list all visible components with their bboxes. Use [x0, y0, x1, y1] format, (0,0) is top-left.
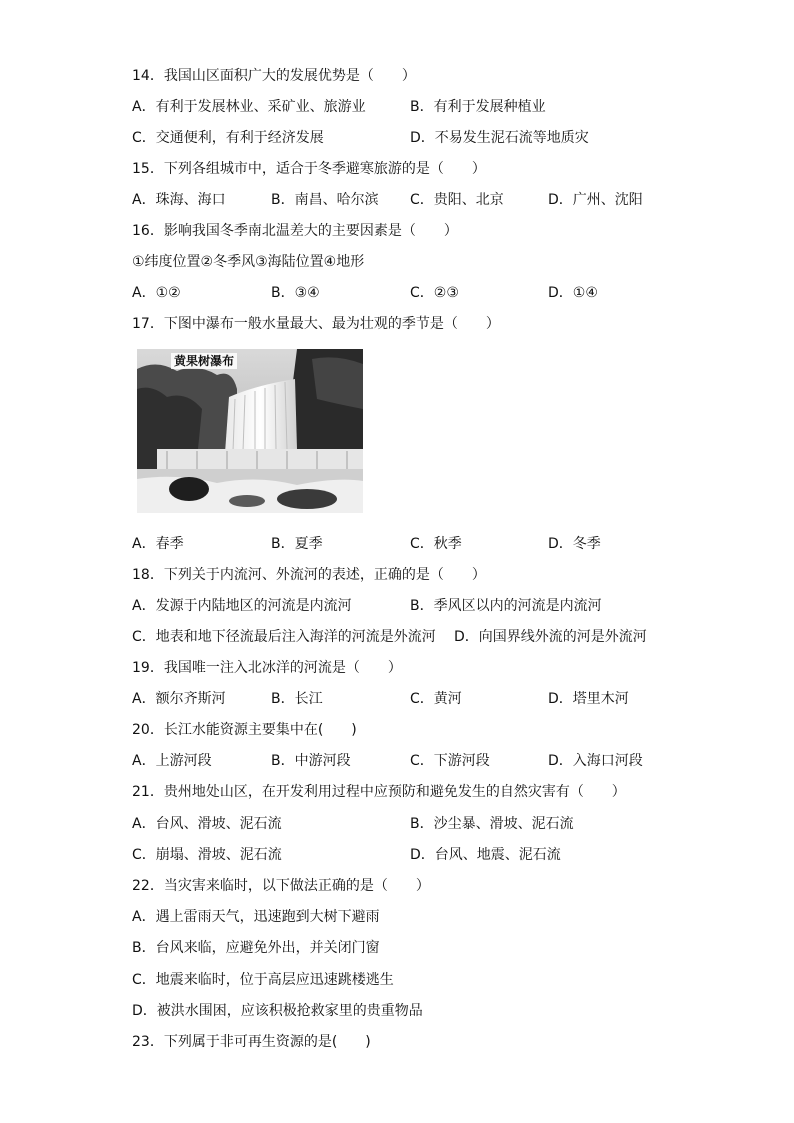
question-22-option-a: A．遇上雷雨天气，迅速跑到大树下避雨 [132, 909, 380, 925]
waterfall-caption: 黄果树瀑布 [171, 353, 237, 369]
question-14-option-b: B．有利于发展种植业 [410, 99, 546, 115]
question-14-option-c: C．交通便利，有利于经济发展 [132, 130, 324, 146]
question-15-option-d: D．广州、沈阳 [548, 192, 643, 208]
question-15-option-b: B．南昌、哈尔滨 [271, 192, 379, 208]
question-22-option-d: D．被洪水围困，应该积极抢救家里的贵重物品 [132, 1003, 423, 1019]
question-15-option-c: C．贵阳、北京 [410, 192, 504, 208]
question-16-stem: 16．影响我国冬季南北温差大的主要因素是（ ） [132, 223, 458, 239]
question-16-option-a: A．①② [132, 285, 181, 301]
question-15-option-a: A．珠海、海口 [132, 192, 226, 208]
question-19-option-c: C．黄河 [410, 691, 462, 707]
waterfall-illustration [137, 349, 363, 513]
question-16-option-c: C．②③ [410, 285, 459, 301]
question-21-option-a: A．台风、滑坡、泥石流 [132, 816, 282, 832]
question-17-option-c: C．秋季 [410, 536, 462, 552]
question-16-factors: ①纬度位置②冬季风③海陆位置④地形 [132, 254, 365, 270]
question-18-stem: 18．下列关于内流河、外流河的表述，正确的是（ ） [132, 567, 486, 583]
question-16-option-d: D．①④ [548, 285, 598, 301]
question-22-option-c: C．地震来临时，位于高层应迅速跳楼逃生 [132, 972, 394, 988]
question-22-option-b: B．台风来临，应避免外出，并关闭门窗 [132, 940, 380, 956]
question-18-option-a: A．发源于内陆地区的河流是内流河 [132, 598, 352, 614]
question-19-option-b: B．长江 [271, 691, 323, 707]
question-21-option-c: C．崩塌、滑坡、泥石流 [132, 847, 282, 863]
question-22-stem: 22．当灾害来临时，以下做法正确的是（ ） [132, 878, 430, 894]
question-21-option-b: B．沙尘暴、滑坡、泥石流 [410, 816, 574, 832]
question-23-stem: 23．下列属于非可再生资源的是( ) [132, 1034, 371, 1050]
question-18-option-d: D．向国界线外流的河是外流河 [454, 629, 647, 645]
question-17-option-d: D．冬季 [548, 536, 601, 552]
question-14-option-a: A．有利于发展林业、采矿业、旅游业 [132, 99, 366, 115]
question-20-option-c: C．下游河段 [410, 753, 490, 769]
question-20-stem: 20．长江水能资源主要集中在( ) [132, 722, 357, 738]
question-17-option-a: A．春季 [132, 536, 184, 552]
question-16-option-b: B．③④ [271, 285, 320, 301]
question-21-option-d: D．台风、地震、泥石流 [410, 847, 561, 863]
waterfall-photo [137, 349, 363, 513]
question-17-option-b: B．夏季 [271, 536, 323, 552]
question-18-option-b: B．季风区以内的河流是内流河 [410, 598, 602, 614]
question-21-stem: 21．贵州地处山区，在开发利用过程中应预防和避免发生的自然灾害有（ ） [132, 784, 626, 800]
question-20-option-a: A．上游河段 [132, 753, 212, 769]
question-15-stem: 15．下列各组城市中，适合于冬季避寒旅游的是（ ） [132, 161, 486, 177]
question-19-option-a: A．额尔齐斯河 [132, 691, 226, 707]
question-19-stem: 19．我国唯一注入北冰洋的河流是（ ） [132, 660, 402, 676]
question-20-option-d: D．入海口河段 [548, 753, 643, 769]
question-14-stem: 14．我国山区面积广大的发展优势是（ ） [132, 68, 416, 84]
question-18-option-c: C．地表和地下径流最后注入海洋的河流是外流河 [132, 629, 436, 645]
question-14-option-d: D．不易发生泥石流等地质灾 [410, 130, 589, 146]
question-19-option-d: D．塔里木河 [548, 691, 629, 707]
question-17-stem: 17．下图中瀑布一般水量最大、最为壮观的季节是（ ） [132, 316, 500, 332]
question-20-option-b: B．中游河段 [271, 753, 351, 769]
